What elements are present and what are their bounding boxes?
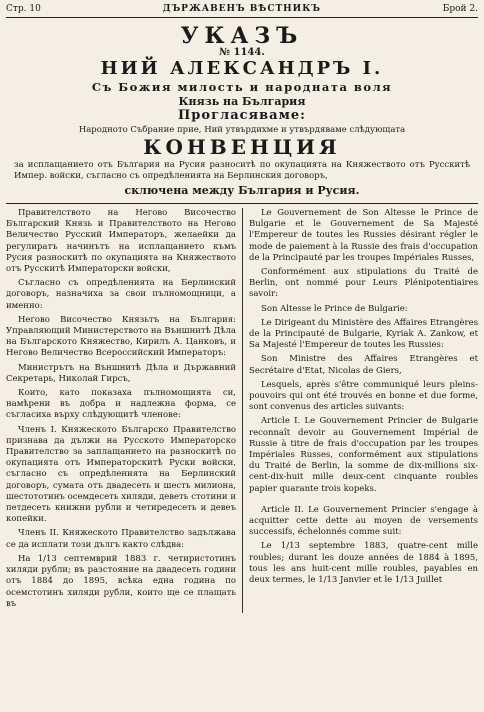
running-head (6, 2, 478, 18)
french-column (242, 208, 478, 613)
paragraph: Членъ II. Княжеското Правителство задължава се да исплати този дългъ както слѣдва: (6, 528, 236, 550)
grace-formula: Съ Божия милость и народната воля (91, 80, 393, 94)
paragraph: Министрътъ на Външнитѣ Дѣла и Държавний Секретарь, Николай Гирсъ, (6, 362, 236, 384)
bulgarian-column (6, 208, 242, 613)
text-columns (6, 208, 478, 613)
paragraph: На 1/13 септемврий 1883 г. четиристотинъ хиляди рубли; въ разстояние на двадесеть години отъ 1884 до 1895, всѣка една година по осемстотинъ хиляди рубли, които ще се плащать въ (6, 553, 236, 609)
paragraph: Lesquels, après s'être communiqué leurs pleins-pouvoirs qui ont été trouvés en bonne et due forme, sont convenus des articles suivants: (249, 379, 478, 413)
paragraph: Които, като показаха пълномощията си, намѣрени въ добра и надлежна форма, се съгласиха върху слѣдующитѣ членове: (6, 388, 236, 421)
paragraph: Son Altesse le Prince de Bulgarie: (261, 303, 408, 314)
paragraph: Le Gouvernement de Son Altesse le Prince de Bulgarie et le Gouvernement de Sa Majesté l'Empereur de toutes les Russies désirant régler le mode de paiement à la Russie des frais d'occupation de la Principauté par les troupes Impériales Russes, (249, 208, 478, 263)
paragraph: Le 1/13 septembre 1883, quatre-cent mille roubles; durant les douze années de 1884 à 1895, tous les ans huit-cent mille roubles, payables en deux termes, le 1/13 Janvier et le 1/13 Juillet (249, 541, 478, 586)
convention-parties: сключена между България и Русия. (124, 184, 360, 197)
decree-title: УКАЗЪ (180, 23, 304, 49)
paragraph: Article I. Le Gouvernement Princier de Bulgarie reconnaît devoir au Gouvernement Impérial de Russie à titre de frais d'occupation par les troupes Impériales Russes, conformément aux stipulations du Traité de Berlin, la somme de dix-millions six-cent-dix-huit mille deux-cent cinquante roubles papier quarante trois kopeks. (249, 416, 478, 494)
convention-subject: за исплащанието отъ България на Русия разноситѣ по окупацията на Княжеството отъ Русскитѣ Импер. войски, съгласно съ опредѣленията на Берлинския договоръ, (14, 160, 470, 181)
paragraph: Le Dirigeant du Ministère des Affaires Etrangères de la Principauté de Bulgarie, Kyriak A. Zankow, et Sa Majesté l'Empereur de toutes les Russies: (249, 317, 478, 351)
prince-title: Князь на България (178, 95, 306, 108)
paragraph: Членъ I. Княжеското Българско Правителство признава да дължи на Русското Императорско Правителство за заплащанието на разноскитѣ по окупацията отъ Императорскитѣ Руски войски, съгласно съ опредѣленията на Берлинский договоръ, сумата отъ двадесеть и шесть милиона, шестототинъ осемдесеть хиляди, деветь стотини и петдесеть книжни рубли и четиредесеть и девеъ копейки. (6, 424, 236, 525)
page-number: Стр. 10 (6, 4, 41, 14)
convention-heading: КОНВЕНЦИЯ (143, 135, 341, 159)
paragraph: Съгласно съ опредѣленията на Берлинский договоръ, назначиха за свои пълномощници, а именно: (6, 278, 236, 311)
paragraph: Правителството на Негово Височество Българский Князь и Правителството на Негово Величество Русский Императоръ, желаейки да регулиратъ начинътъ на исплащанието къмъ Русия разноскитѣ по окупацията на Княжеството отъ Русскитѣ Императорски войски, (6, 208, 236, 275)
monarch-name: НИЙ АЛЕКСАНДРЪ I. (100, 58, 384, 79)
preamble-line: Народното Събрание прие, Ний утвърдихме и утвърдяваме слѣдующата (78, 125, 406, 135)
proclaim-heading: Прогласяваме: (178, 108, 306, 123)
paragraph: Article II. Le Gouvernement Princier s'engage à acquitter cette dette au moyen de versements successifs, échelonnés comme suit: (249, 504, 478, 538)
paragraph: Son Ministre des Affaires Etrangères et Secrétaire d'Etat, Nicolas de Giers, (249, 354, 478, 376)
gazette-name: ДЪРЖАВЕНЪ ВѢСТНИКЪ (162, 4, 321, 14)
paragraph: Conformément aux stipulations du Traité de Berlin, ont nommé pour Leurs Plénipotentiaires savoir: (249, 267, 478, 300)
issue-number: Брой 2. (442, 4, 478, 14)
paragraph: Негово Височество Князьтъ на България: Управляющий Министерството на Външнитѣ Дѣла на Българското Княжество, Кирилъ А. Цанковъ, и Негово Величество Всероссийский Императоръ: (6, 314, 236, 359)
section-divider (6, 203, 478, 204)
decree-number: № 1144. (219, 47, 265, 58)
